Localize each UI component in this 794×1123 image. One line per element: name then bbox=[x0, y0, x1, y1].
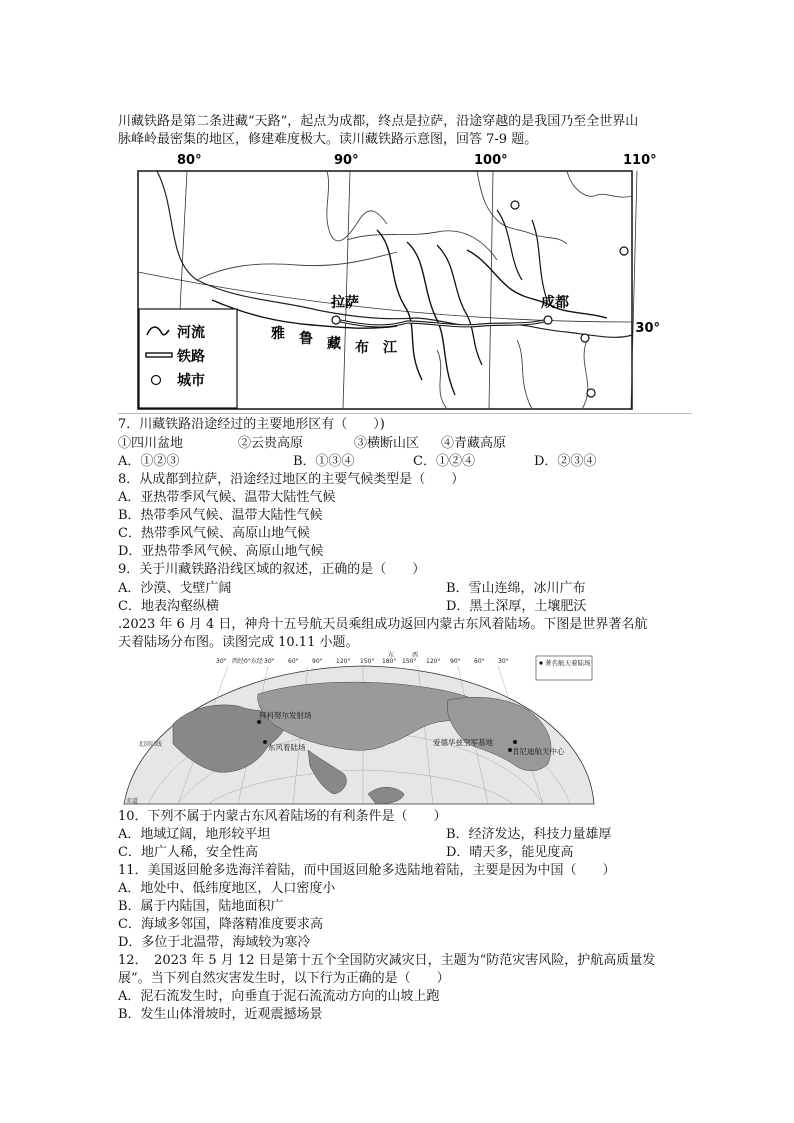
q9-stem: 9．关于川藏铁路沿线区域的叙述，正确的是（ ） bbox=[118, 562, 426, 577]
q7-item-1: ①四川盆地 bbox=[118, 436, 184, 451]
city-chengdu-label: 成都 bbox=[541, 295, 569, 311]
q10-option-d[interactable]: D．晴天多，能见度高 bbox=[446, 845, 574, 860]
lon-label-13: 30° bbox=[498, 658, 509, 665]
q9-option-b[interactable]: B．雪山连绵，冰川广布 bbox=[446, 581, 586, 596]
lon-label-110: 110° bbox=[623, 153, 657, 168]
intro2-line-1: .2023 年 6 月 4 日，神舟十五号航天员乘组成功返回内蒙古东风着陆场。下图是世界著名航 bbox=[118, 617, 648, 632]
city-marker-2 bbox=[620, 247, 628, 255]
legend-railway-icon bbox=[146, 353, 172, 357]
q8-option-c[interactable]: C．热带季风气候、高原山地气候 bbox=[118, 526, 310, 541]
q12-stem-line-1: 12． 2023 年 5 月 12 日是第十五个全国防灾减灾日，主题为“防范灾害风险，护航高质量发 bbox=[118, 953, 656, 968]
lon-label-6: 120° bbox=[336, 658, 351, 665]
q8-option-d[interactable]: D．亚热带季风气候、高原山地气候 bbox=[118, 544, 324, 559]
city-chengdu-marker bbox=[544, 316, 552, 324]
q11-stem: 11．美国返回舱多选海洋着陆，而中国返回舱多选陆地着陆，主要是因为中国（ ） bbox=[118, 863, 616, 878]
dongfeng-marker bbox=[263, 740, 267, 744]
lon-label-7: 150° bbox=[360, 658, 375, 665]
lon-label-100: 100° bbox=[474, 153, 508, 168]
q8-option-a[interactable]: A．亚热带季风气候、温带大陆性气候 bbox=[118, 490, 336, 505]
q11-option-d[interactable]: D．多位于北温带，海域较为寒冷 bbox=[118, 935, 311, 950]
edwards-label: 爱德华兹空军基地 bbox=[433, 738, 493, 747]
q7-option-c[interactable]: C．①②④ bbox=[413, 454, 475, 469]
dong-label: 东 bbox=[388, 652, 395, 659]
q7-option-d[interactable]: D．②③④ bbox=[534, 454, 597, 469]
city-lhasa-marker bbox=[332, 316, 340, 324]
q10-stem: 10．下列不属于内蒙古东风着陆场的有利条件是（ ） bbox=[118, 809, 447, 824]
lon-label-80: 80° bbox=[177, 153, 202, 168]
baikonur-marker bbox=[257, 720, 261, 724]
map2-legend-label: 著名航天着陆场 bbox=[545, 659, 591, 667]
legend-city-label: 城市 bbox=[177, 373, 205, 389]
river-name-char-4: 布 bbox=[355, 340, 369, 356]
lon-label-8: 180° bbox=[382, 658, 397, 665]
river-name-char-3: 藏 bbox=[327, 336, 341, 352]
city-lhasa-label: 拉萨 bbox=[331, 295, 359, 311]
q7-option-b[interactable]: B．①③④ bbox=[293, 454, 355, 469]
q11-option-b[interactable]: B．属于内陆国，陆地面积广 bbox=[118, 899, 284, 914]
q9-option-d[interactable]: D．黑土深厚，土壤肥沃 bbox=[446, 599, 587, 614]
city-marker-3 bbox=[581, 334, 589, 342]
legend-river-label: 河流 bbox=[177, 325, 205, 341]
intro2-line-2: 天着陆场分布图。读图完成 10.11 小题。 bbox=[118, 635, 359, 650]
lon-label-11: 90° bbox=[450, 658, 461, 665]
q10-option-b[interactable]: B．经济发达，科技力量雄厚 bbox=[446, 827, 612, 842]
intro-line-1: 川藏铁路是第二条进藏“天路”，起点为成都，终点是拉萨，沿途穿越的是我国乃至全世界山 bbox=[118, 114, 639, 129]
q11-option-a[interactable]: A．地处中、低纬度地区，人口密度小 bbox=[118, 881, 336, 896]
map2-legend-marker bbox=[539, 661, 542, 664]
q7-item-3: ③横断山区 bbox=[354, 436, 420, 451]
lon-label-5: 90° bbox=[312, 658, 323, 665]
city-marker-4 bbox=[587, 389, 595, 397]
lon-label-12: 60° bbox=[474, 658, 485, 665]
q7-option-a[interactable]: A．①②③ bbox=[118, 454, 180, 469]
xi-label: 西 bbox=[412, 652, 419, 659]
q7-stem: 7．川藏铁路沿途经过的主要地形区有（ ）) bbox=[118, 417, 385, 432]
legend-city-icon bbox=[152, 376, 161, 385]
lon-label-90: 90° bbox=[334, 153, 359, 168]
sichuan-tibet-railway-map bbox=[137, 150, 660, 412]
intro-line-2: 脉峰岭最密集的地区，修建难度极大。读川藏铁路示意图，回答 7-9 题。 bbox=[118, 132, 538, 147]
q10-option-a[interactable]: A．地域辽阔，地形较平坦 bbox=[118, 827, 271, 842]
river-name-char-1: 雅 bbox=[271, 326, 285, 342]
q9-option-c[interactable]: C．地表沟壑纵横 bbox=[118, 599, 219, 614]
lon-label-10: 120° bbox=[426, 658, 441, 665]
dongfeng-label: 东风着陆场 bbox=[268, 743, 306, 752]
q7-item-2: ②云贵高原 bbox=[238, 436, 304, 451]
river-name-char-2: 鲁 bbox=[299, 331, 313, 347]
world-landing-sites-map bbox=[118, 654, 598, 804]
equator-label: 赤道 bbox=[126, 798, 139, 805]
legend-railway-label: 铁路 bbox=[177, 349, 205, 365]
kennedy-label: 肯尼迪航天中心 bbox=[512, 747, 565, 756]
lon-label-3: 30° bbox=[264, 658, 275, 665]
q7-item-4: ④青藏高原 bbox=[441, 436, 507, 451]
lon-label-2: 西经0°东经 bbox=[232, 658, 263, 665]
city-marker-1 bbox=[511, 201, 519, 209]
lon-label-4: 60° bbox=[288, 658, 299, 665]
lat-label-30: 30° bbox=[635, 321, 660, 336]
separator-line bbox=[118, 413, 692, 414]
q11-option-c[interactable]: C．海域多邻国，降落精准度要求高 bbox=[118, 917, 323, 932]
q8-stem: 8．从成都到拉萨，沿途经过地区的主要气候类型是（ ） bbox=[118, 472, 465, 487]
baikonur-label: 拜科努尔发射场 bbox=[259, 711, 312, 720]
q12-stem-line-2: 展”。当下列自然灾害发生时，以下行为正确的是（ ） bbox=[118, 971, 450, 986]
river-name-char-5: 江 bbox=[383, 340, 397, 356]
q8-option-b[interactable]: B．热带季风气候、温带大陆性气候 bbox=[118, 508, 323, 523]
q12-option-a[interactable]: A．泥石流发生时，向垂直于泥石流流动方向的山坡上跑 bbox=[118, 989, 440, 1004]
lon-label-1: 30° bbox=[216, 658, 227, 665]
edwards-marker bbox=[513, 740, 517, 744]
map2-lon-labels bbox=[216, 651, 509, 665]
lon-label-9: 150° bbox=[402, 658, 417, 665]
tropic-label: 北回归线 bbox=[138, 741, 163, 748]
q9-option-a[interactable]: A．沙漠、戈壁广阔 bbox=[118, 581, 232, 596]
q10-option-c[interactable]: C．地广人稀，安全性高 bbox=[118, 845, 258, 860]
q12-option-b[interactable]: B．发生山体滑坡时，近观震撼场景 bbox=[118, 1007, 323, 1022]
